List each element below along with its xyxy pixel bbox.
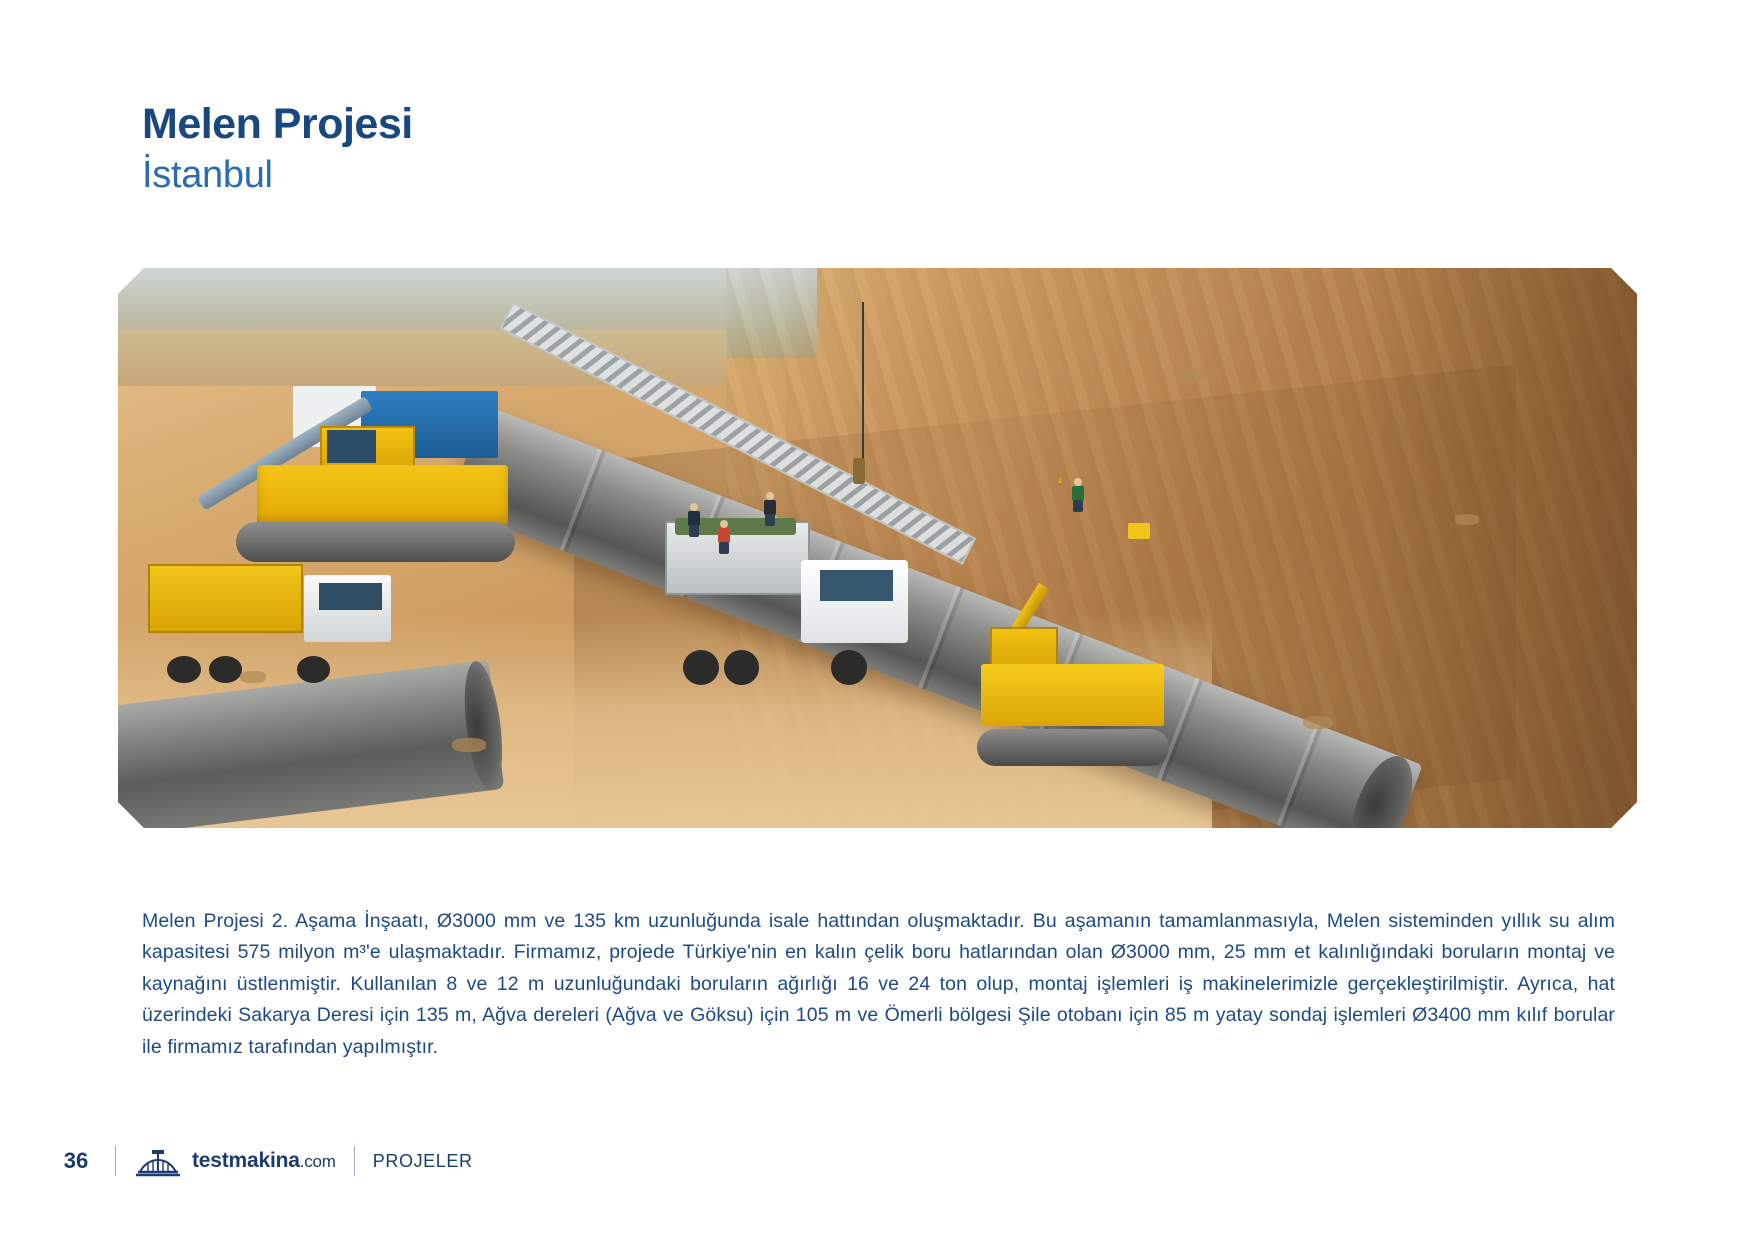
brand-tld: .com: [299, 1152, 336, 1171]
page-number: 36: [63, 1148, 89, 1173]
rubble: [240, 671, 266, 683]
rubble: [1181, 369, 1209, 381]
excavator-left-window: [327, 430, 376, 463]
photo-illustration: [118, 268, 1637, 828]
bridge-logo-icon: [134, 1142, 182, 1180]
truck-white-window: [820, 570, 893, 601]
truck-yellow-wheels: [163, 656, 372, 683]
rubble: [452, 738, 486, 752]
worker-figure: [688, 503, 700, 537]
excavator-left: [194, 414, 543, 565]
truck-white-dump: [665, 514, 908, 688]
truck-yellow: [148, 554, 391, 688]
yellow-bucket: [1128, 523, 1150, 539]
footer-section-label: PROJELER: [372, 1150, 473, 1171]
excavator-right-body: [981, 664, 1164, 725]
footer-divider-1: [115, 1146, 116, 1176]
footer-divider-2: [354, 1146, 355, 1176]
truck-yellow-bed: [148, 564, 303, 633]
crane-hook: [853, 458, 865, 484]
worker-figure: [718, 520, 730, 554]
worker-figure: [1072, 478, 1084, 512]
excavator-right-track: [977, 729, 1168, 767]
brand-name: [192, 1149, 336, 1173]
page-subtitle: İstanbul: [142, 154, 273, 197]
page-footer: [55, 1141, 473, 1181]
page-header: [142, 100, 1342, 199]
excavator-left-body: [257, 465, 509, 525]
truck-yellow-window: [319, 583, 382, 610]
brand-text: testmakina: [192, 1149, 300, 1172]
project-description: Melen Projesi 2. Aşama İnşaatı, Ø3000 mm ve 135 km uzunluğunda isale hattından oluşmaktadır. Bu aşamanın tamamlanmasıyla, Melen sisteminden yıllık su alım kapasitesi 575 milyon m³'e ulaşmaktadır. Firmamız, projede Türkiye'nin en kalın çelik boru hatlarından olan Ø3000 mm, 25 mm et kalınlığındaki boruların montaj ve kaynağını üstlenmiştir. Kullanılan 8 ve 12 m uzunluğundaki boruların ağırlığı 16 ve 24 ton olup, montaj işlemleri iş makinelerimizle gerçekleştirilmiştir. Ayrıca, hat üzerindeki Sakarya Deresi için 135 m, Ağva dereleri (Ağva ve Göksu) için 105 m ve Ömerli bölgesi Şile otobanı için 85 m yatay sondaj işlemleri Ø3400 mm kılıf borular ile firmamız tarafından yapılmıştır.: [142, 909, 1615, 1058]
excavator-right: [969, 621, 1182, 767]
truck-white-wheels: [675, 650, 899, 685]
crane-cable: [862, 302, 864, 470]
project-photo: [118, 268, 1637, 828]
rubble: [1303, 716, 1333, 729]
worker-figure: [764, 492, 776, 526]
page-title: Melen Projesi: [142, 100, 413, 148]
rubble: [1455, 514, 1479, 525]
